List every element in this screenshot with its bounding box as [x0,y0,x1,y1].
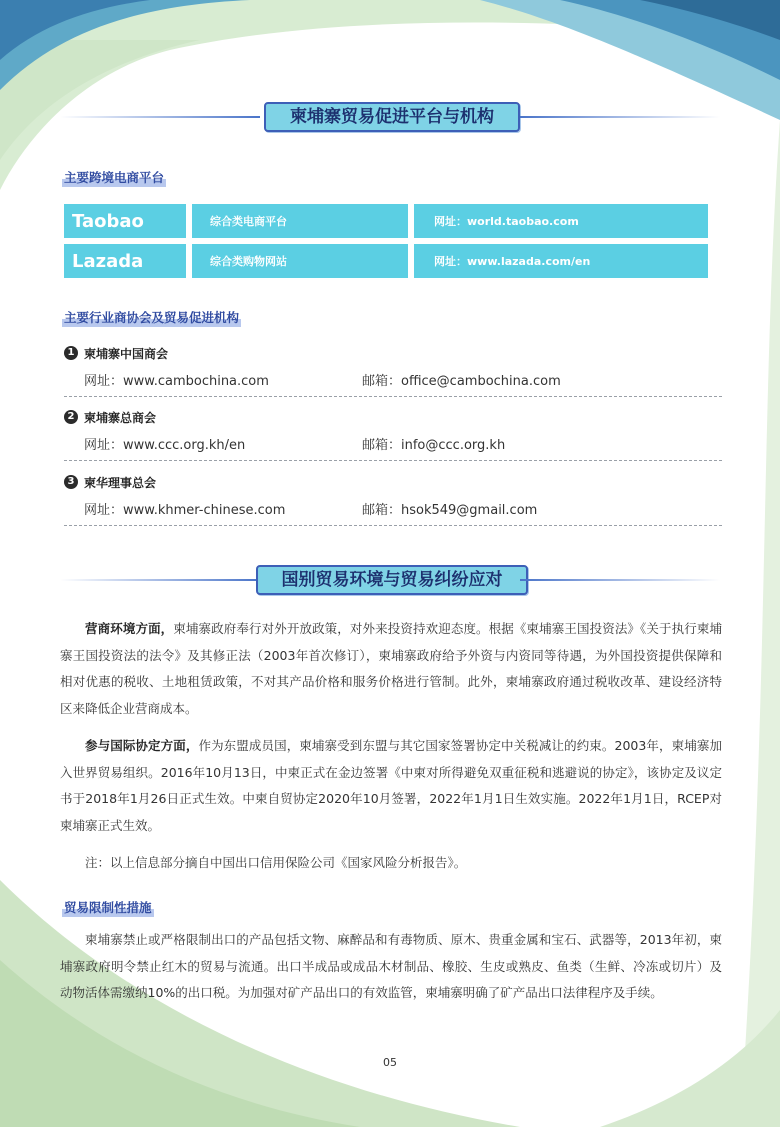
association-name: 柬华理事总会 [84,475,157,490]
header-line-left [60,116,260,118]
website-link[interactable]: 网址：www.ccc.org.kh/en [84,438,246,453]
association-contact [64,499,722,521]
associations-heading: 主要行业商协会及贸易促进机构 [64,310,240,325]
restrictions-heading: 贸易限制性措施 [64,900,152,915]
platform-url[interactable]: 网址：www.lazada.com/en [414,244,708,278]
section-header-trade-env [60,563,720,597]
list-item [64,408,722,461]
platforms-heading: 主要跨境电商平台 [64,170,165,185]
paragraph-lead: 参与国际协定方面， [85,738,199,753]
divider [64,525,722,526]
header-line-left [60,579,260,581]
association-title [64,344,722,362]
number-badge: 3 [64,475,78,489]
page-number: 05 [383,1056,397,1069]
paragraph-text: 作为东盟成员国，柬埔寨受到东盟与其它国家签署协定中关税减让的约束。2003年，柬埔寨加入世界贸易组织。2016年10月13日，中柬正式在金边签署《中柬对所得避免双重征税和逃避说的协定》，该协定及议定书于2018年1月26日正式生效。中柬自贸协定2020年10月签署，2022年1月1日生效实施。2022年1月1日，RCEP对柬埔寨正式生效。 [60,738,722,833]
divider [64,460,722,461]
section-title: 柬埔寨贸易促进平台与机构 [264,102,520,132]
intl-agreements-paragraph [60,733,722,839]
table-row [64,204,708,238]
website-link[interactable]: 网址：www.khmer-chinese.com [84,503,286,518]
restrictions-paragraph: 柬埔寨禁止或严格限制出口的产品包括文物、麻醉品和有毒物质、原木、贵重金属和宝石、武器等，2013年初，柬埔寨政府明令禁止红木的贸易与流通。出口半成品或成品木材制品、橡胶、生皮或熟皮、鱼类（生鲜、冷冻或切片）及动物活体需缴纳10%的出口税。为加强对矿产品出口的有效监管，柬埔寨明确了矿产品出口法律程序及手续。 [60,932,722,1000]
header-line-right [520,116,720,118]
paragraph-text: 柬埔寨政府奉行对外开放政策，对外来投资持欢迎态度。根据《柬埔寨王国投资法》《关于执行柬埔寨王国投资法的法令》及其修正法（2003年首次修订），柬埔寨政府给予外资与内资同等待遇，为外国投资提供保障和相对优惠的税收、土地租赁政策，不对其产品价格和服务价格进行管制。此外，柬埔寨政府通过税收改革、建设经济特区来降低企业营商成本。 [60,621,722,716]
association-contact [64,434,722,456]
platforms-table [64,204,708,284]
section-title: 国别贸易环境与贸易纠纷应对 [256,565,528,595]
number-badge: 1 [64,346,78,360]
header-line-right [520,579,720,581]
website-link[interactable]: 网址：www.cambochina.com [84,374,269,389]
section-header-platforms [60,100,720,134]
platform-name: Taobao [64,204,186,238]
paragraph-lead: 营商环境方面， [85,621,174,636]
platform-url[interactable]: 网址：world.taobao.com [414,204,708,238]
association-name: 柬埔寨总商会 [84,410,157,425]
platform-name: Lazada [64,244,186,278]
email-link[interactable]: 邮箱：office@cambochina.com [362,374,561,389]
email-link[interactable]: 邮箱：info@ccc.org.kh [362,438,506,453]
table-row [64,244,708,278]
number-badge: 2 [64,410,78,424]
email-link[interactable]: 邮箱：hsok549@gmail.com [362,503,538,518]
platform-type: 综合类购物网站 [192,244,408,278]
business-env-paragraph [60,616,722,722]
source-note: 注：以上信息部分摘自中国出口信用保险公司《国家风险分析报告》。 [85,855,467,870]
platform-type: 综合类电商平台 [192,204,408,238]
list-item [64,473,722,526]
list-item [64,344,722,397]
association-title [64,408,722,426]
divider [64,396,722,397]
association-name: 柬埔寨中国商会 [84,346,169,361]
association-contact [64,370,722,392]
association-title [64,473,722,491]
